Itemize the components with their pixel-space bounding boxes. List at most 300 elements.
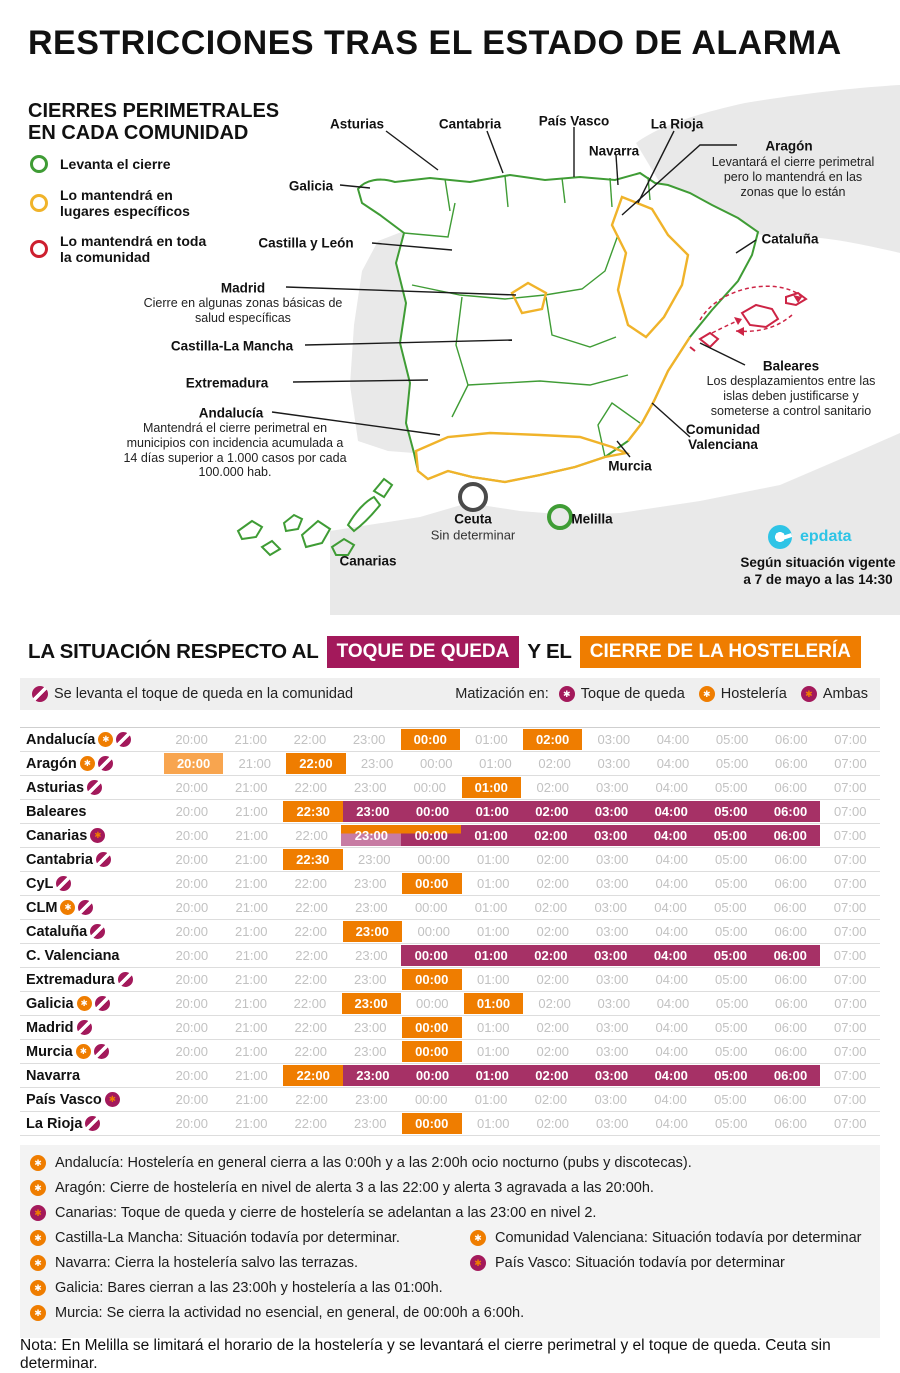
time-cell: 22:00: [294, 972, 328, 987]
map-label-asturias: Asturias: [329, 116, 385, 132]
region-name: Andalucía ✱: [20, 728, 162, 751]
table-row: [20, 920, 880, 944]
table-row: [20, 944, 880, 968]
time-cell: 23:00: [355, 948, 388, 963]
time-cell: 22:00: [294, 1116, 328, 1131]
table-row: [20, 1040, 880, 1064]
time-cell: 03:00: [595, 780, 629, 795]
toque-legend-label: Toque de queda: [580, 686, 685, 702]
heading-middle: Y EL: [527, 640, 572, 663]
ambas-legend-label: Ambas: [822, 686, 868, 702]
region-name: Navarra: [26, 1067, 81, 1084]
time-cell: 06:00: [773, 1092, 807, 1107]
map-label-ceuta: Ceuta: [454, 511, 492, 527]
time-cell: 22:00: [295, 900, 328, 915]
footnote-line: [30, 1305, 870, 1321]
table-row: [20, 968, 880, 992]
time-cell: 20:00: [175, 948, 209, 963]
time-cell: 03:00: [582, 800, 642, 823]
time-cell: 21:00: [235, 1068, 268, 1083]
region-name: Baleares: [26, 803, 87, 820]
time-cell: 05:00: [714, 1092, 747, 1107]
map-label-aragon: Aragón: [765, 138, 813, 154]
footnote-text: País Vasco: Situación todavía por determinar: [495, 1255, 785, 1271]
time-cell: 00:00: [403, 800, 463, 823]
hosteleria-icon: ✱: [98, 732, 113, 747]
table-row: [20, 1112, 880, 1136]
time-cell: 22:00: [295, 948, 328, 963]
hosteleria-icon: ✱: [80, 756, 95, 771]
time-cell: 20:00: [175, 1092, 209, 1107]
time-cell: 01:00: [462, 800, 522, 823]
hosteleria-icon: ✱: [30, 1305, 46, 1321]
region-name: CLM ✱: [20, 896, 162, 919]
time-cell: 03:00: [581, 824, 641, 847]
time-cell: 21:00: [234, 780, 268, 795]
footnote-text: Aragón: Cierre de hostelería en nivel de alerta 3 a las 22:00 y alerta 3 agravada a las 20:00h.: [55, 1180, 654, 1196]
map-label-murcia: Murcia: [608, 458, 652, 474]
time-cell: 01:00: [475, 732, 508, 747]
time-cell: 05:00: [701, 800, 761, 823]
time-cell: 04:00: [655, 924, 689, 939]
footnote-text: Canarias: Toque de queda y cierre de hostelería se adelantan a las 23:00 en nivel 2.: [55, 1205, 597, 1221]
time-cell: 06:00: [773, 900, 807, 915]
time-cell: 02:00: [536, 1116, 570, 1131]
time-cell: 21:00: [234, 1116, 268, 1131]
time-cell: 22:00: [284, 752, 347, 775]
time-cell: 04:00: [654, 900, 687, 915]
table-row: [20, 872, 880, 896]
time-cell: 02:00: [534, 1092, 568, 1107]
time-cell: 04:00: [655, 876, 689, 891]
time-cell: 21:00: [235, 828, 269, 843]
time-cell: 05:00: [714, 924, 748, 939]
time-cell: 00:00: [414, 900, 448, 915]
map-label-line: Valenciana: [688, 437, 758, 452]
time-cell: 00:00: [400, 968, 464, 991]
table-row: [20, 776, 880, 800]
map-label-clm: Castilla-La Mancha: [170, 338, 294, 354]
time-cell: 20:00: [175, 780, 209, 795]
time-cell: 00:00: [400, 1040, 464, 1063]
time-cell: 07:00: [833, 900, 867, 915]
time-cell: 05:00: [714, 1044, 748, 1059]
time-cell: 01:00: [462, 992, 525, 1015]
table-legend-right: [455, 686, 868, 702]
time-cell: 02:00: [536, 780, 570, 795]
time-cell: 02:00: [536, 1044, 570, 1059]
map-note-madrid: Cierre en algunas zonas básicas de salud específicas: [143, 296, 343, 325]
time-cell: 07:00: [833, 1116, 867, 1131]
time-cell: 22:00: [293, 732, 327, 747]
map-label-madrid: Madrid: [220, 280, 266, 296]
time-cell: 02:00: [522, 800, 582, 823]
time-cell: 22:00: [294, 924, 328, 939]
time-cell: 06:00: [775, 732, 808, 747]
region-name: País Vasco ✱: [20, 1088, 162, 1111]
time-cell: 02:00: [521, 728, 584, 751]
toque-de-queda-badge: TOQUE DE QUEDA: [327, 636, 520, 668]
time-cell: 05:00: [701, 1064, 761, 1087]
region-name: Cataluña: [20, 920, 162, 943]
time-cell: 21:00: [234, 1020, 268, 1035]
legend-label: Lo mantendrá en toda la comunidad: [60, 233, 207, 266]
time-cell: 02:00: [538, 756, 571, 771]
footnote-item: [30, 1255, 470, 1271]
time-cell: 03:00: [597, 996, 631, 1011]
time-cell: 04:00: [655, 972, 689, 987]
time-cell: 04:00: [641, 944, 701, 967]
table-row: [20, 848, 880, 872]
time-cell: 23:00: [340, 992, 403, 1015]
map-label-baleares: Baleares: [762, 358, 820, 374]
footnote-line: [30, 1230, 870, 1246]
time-cell: 23:00: [353, 1044, 387, 1059]
footnote-item: [30, 1155, 692, 1171]
page-title: RESTRICCIONES TRAS EL ESTADO DE ALARMA: [28, 24, 842, 62]
time-cell: 00:00: [403, 1064, 463, 1087]
time-cell: 22:00: [295, 828, 328, 843]
footnote-item: [30, 1305, 524, 1321]
hosteleria-icon: ✱: [30, 1155, 46, 1171]
time-cell: 23:00: [341, 920, 405, 943]
time-cell: 06:00: [774, 972, 808, 987]
time-cell: 02:00: [536, 876, 570, 891]
time-cell: 20:00: [175, 1020, 209, 1035]
time-cell: 02:00: [521, 944, 581, 967]
time-cell: 07:00: [833, 876, 867, 891]
table-row: [20, 896, 880, 920]
footnote-text: Andalucía: Hostelería en general cierra a las 0:00h y a las 2:00h ocio nocturno (pubs y discotecas).: [55, 1155, 692, 1171]
time-cell: 20:00: [175, 828, 209, 843]
region-name: Extremadura: [20, 968, 162, 991]
map-label-pais-vasco: País Vasco: [538, 113, 610, 129]
hosteleria-icon: ✱: [30, 1280, 46, 1296]
time-cell: 22:00: [294, 1044, 328, 1059]
time-cell: 07:00: [833, 804, 867, 819]
map-label-comunidad-valenciana: [686, 422, 760, 452]
time-cell: 01:00: [479, 756, 512, 771]
time-cell: 20:00: [175, 900, 209, 915]
time-cell: 23:00: [352, 732, 386, 747]
ban-icon: [85, 1116, 100, 1131]
time-cell: 20:00: [162, 752, 225, 775]
ban-legend-label: Se levanta el toque de queda en la comunidad: [54, 686, 354, 702]
region-name: Galicia ✱: [20, 992, 162, 1015]
time-cell: 23:00: [341, 824, 401, 847]
map-label-cataluna: Cataluña: [761, 231, 819, 247]
time-cell: 21:00: [235, 900, 269, 915]
time-cell: 02:00: [534, 900, 568, 915]
time-cell: 23:00: [353, 1020, 387, 1035]
time-cell: 21:00: [238, 756, 272, 771]
time-cell: 07:00: [833, 1044, 867, 1059]
ban-icon: [90, 924, 105, 939]
map-label-castilla-leon: Castilla y León: [258, 235, 354, 251]
time-cell: 06:00: [774, 876, 808, 891]
time-cell: 20:00: [175, 1116, 209, 1131]
time-cell: 05:00: [714, 1020, 748, 1035]
time-cell: 20:00: [175, 924, 209, 939]
time-cell: 20:00: [175, 1068, 209, 1083]
time-cell: 01:00: [476, 1044, 510, 1059]
hosteleria-icon: ✱: [30, 1255, 46, 1271]
footnote-text: Castilla-La Mancha: Situación todavía por determinar.: [55, 1230, 400, 1246]
time-cell: 07:00: [833, 828, 867, 843]
matizacion-label: Matización en:: [455, 686, 549, 702]
time-cell: 06:00: [761, 800, 821, 823]
footnote-line: [30, 1205, 870, 1221]
table-row: [20, 752, 880, 776]
ban-icon: [77, 1020, 92, 1035]
time-cell: 20:00: [175, 1044, 209, 1059]
time-cell: 23:00: [355, 1092, 388, 1107]
map-label-andalucia: Andalucía: [198, 405, 264, 421]
time-cell: 23:00: [353, 780, 387, 795]
time-cell: 00:00: [413, 780, 447, 795]
time-cell: 06:00: [774, 1116, 808, 1131]
table-row: [20, 824, 880, 848]
hosteleria-star-icon: ✱: [699, 686, 715, 702]
time-cell: 03:00: [595, 1020, 629, 1035]
time-cell: 05:00: [700, 944, 760, 967]
map-label-cantabria: Cantabria: [438, 116, 502, 132]
time-cell: 05:00: [715, 996, 749, 1011]
time-cell: 07:00: [833, 780, 867, 795]
time-cell: 06:00: [761, 1064, 821, 1087]
hosteleria-icon: ✱: [30, 1180, 46, 1196]
hosteleria-badge: CIERRE DE LA HOSTELERÍA: [580, 636, 861, 668]
hosteleria-legend-label: Hostelería: [720, 686, 787, 702]
time-cell: 03:00: [594, 900, 627, 915]
ambas-icon: ✱: [30, 1205, 46, 1221]
time-cell: 07:00: [833, 1092, 867, 1107]
table-legend-bar: [20, 678, 880, 710]
time-cell: 00:00: [414, 1092, 448, 1107]
time-cell: 04:00: [655, 1044, 689, 1059]
time-cell: 21:00: [234, 1044, 268, 1059]
time-cell: 05:00: [714, 972, 748, 987]
ban-icon: [32, 686, 48, 702]
map-label-galicia: Galicia: [288, 178, 334, 194]
legend-label: Levanta el cierre: [60, 155, 171, 172]
time-cell: 03:00: [581, 944, 641, 967]
time-cell: 01:00: [476, 972, 510, 987]
ban-icon: [95, 996, 110, 1011]
time-cell: 01:00: [476, 852, 510, 867]
time-cell: 22:00: [293, 996, 327, 1011]
map-label-melilla: Melilla: [571, 511, 613, 527]
time-cell: 22:30: [281, 848, 345, 871]
time-cell: 22:30: [281, 800, 343, 823]
ambas-icon: ✱: [90, 828, 105, 843]
hosteleria-icon: ✱: [60, 900, 75, 915]
region-name: Cantabria: [20, 848, 162, 871]
time-cell: 23:00: [353, 876, 387, 891]
time-cell: 23:00: [355, 900, 388, 915]
time-cell: 22:00: [295, 1092, 328, 1107]
footnote-item: [30, 1230, 470, 1246]
footnote-item: [30, 1205, 596, 1221]
ban-icon: [56, 876, 71, 891]
time-cell: 07:00: [833, 948, 867, 963]
table-row: [20, 728, 880, 752]
time-cell: 01:00: [474, 900, 508, 915]
map-heading-line1: CIERRES PERIMETRALES: [28, 100, 280, 122]
time-cell: 04:00: [655, 780, 689, 795]
time-cell: 23:00: [343, 1064, 403, 1087]
time-cell: 04:00: [656, 756, 690, 771]
time-cell: 03:00: [595, 1044, 629, 1059]
region-name: Canarias ✱: [20, 824, 162, 847]
time-cell: 07:00: [834, 996, 867, 1011]
time-cell: 21:00: [235, 1092, 269, 1107]
time-cell: 04:00: [656, 996, 690, 1011]
region-name: C. Valenciana: [26, 947, 120, 964]
time-cell: 00:00: [401, 824, 461, 847]
time-cell: 06:00: [760, 824, 820, 847]
map-note-baleares: Los desplazamientos entre las islas deben justificarse y someterse a control sanitario: [706, 374, 876, 418]
map-label-navarra: Navarra: [588, 143, 640, 159]
time-cell: 02:00: [522, 1064, 582, 1087]
time-cell: 00:00: [399, 728, 462, 751]
table-row: [20, 800, 880, 824]
time-cell: 03:00: [582, 1064, 642, 1087]
region-name: Madrid: [20, 1016, 162, 1039]
time-cell: 06:00: [774, 1044, 808, 1059]
table-legend-left: [32, 686, 353, 702]
time-cell: 04:00: [641, 1064, 701, 1087]
time-cell: 21:00: [234, 876, 268, 891]
ban-icon: [96, 852, 111, 867]
ban-icon: [118, 972, 133, 987]
map-note-aragon: Levantará el cierre perimetral pero lo mantendrá en las zonas que lo están: [711, 155, 875, 199]
region-name: Asturias: [20, 776, 162, 799]
time-cell: 22:00: [294, 1020, 328, 1035]
time-cell: 20:00: [175, 876, 209, 891]
time-cell: 01:00: [476, 924, 510, 939]
time-cell: 07:00: [833, 1020, 867, 1035]
time-cell: 05:00: [714, 1116, 748, 1131]
time-cell: 01:00: [461, 944, 521, 967]
toque-star-icon: ✱: [559, 686, 575, 702]
map-label-line: Comunidad: [685, 422, 761, 437]
table-row: [20, 1016, 880, 1040]
time-cell: 00:00: [400, 1112, 464, 1135]
time-cell: 07:00: [834, 732, 867, 747]
time-cell: 00:00: [401, 944, 461, 967]
time-cell: 03:00: [597, 756, 631, 771]
map-heading-line2: EN CADA COMUNIDAD: [28, 122, 249, 144]
time-cell: 05:00: [714, 876, 748, 891]
ban-icon: [98, 756, 113, 771]
ambas-icon: ✱: [470, 1255, 486, 1271]
time-cell: 05:00: [714, 900, 747, 915]
time-cell: 20:00: [175, 804, 209, 819]
time-cell: 06:00: [774, 852, 808, 867]
time-cell: 23:00: [343, 800, 403, 823]
ambas-star-icon: ✱: [801, 686, 817, 702]
hosteleria-icon: ✱: [77, 996, 92, 1011]
time-cell: 03:00: [595, 876, 629, 891]
time-cell: 06:00: [775, 756, 808, 771]
time-cell: 04:00: [655, 852, 689, 867]
time-cell: 00:00: [400, 1016, 464, 1039]
hosteleria-icon: ✱: [470, 1230, 486, 1246]
time-cell: 23:00: [357, 852, 391, 867]
map-label-canarias: Canarias: [339, 553, 397, 569]
time-cell: 05:00: [715, 756, 749, 771]
curfew-timetable: [20, 727, 880, 1136]
time-cell: 21:00: [234, 972, 268, 987]
melilla-circle: [549, 506, 571, 528]
footnote-text: Navarra: Cierra la hostelería salvo las terrazas.: [55, 1255, 359, 1271]
footnote-text: Galicia: Bares cierran a las 23:00h y hostelería a las 01:00h.: [55, 1280, 443, 1296]
hosteleria-icon: ✱: [30, 1230, 46, 1246]
time-cell: 21:00: [234, 852, 268, 867]
time-cell: 03:00: [595, 924, 629, 939]
bottom-note: Nota: En Melilla se limitará el horario de la hostelería y se levantará el cierre perimetral y el toque de queda. Ceuta sin determinar.: [20, 1337, 831, 1372]
ban-icon: [116, 732, 131, 747]
epdata-logo-icon: [768, 525, 792, 549]
ambas-icon: ✱: [105, 1092, 120, 1107]
time-cell: 07:00: [833, 852, 867, 867]
time-cell: 05:00: [714, 852, 748, 867]
time-cell: 21:00: [235, 948, 269, 963]
time-cell: 00:00: [420, 756, 453, 771]
time-cell: 07:00: [833, 924, 867, 939]
time-cell: 00:00: [417, 924, 451, 939]
time-cell: 20:00: [175, 852, 209, 867]
epdata-wordmark: epdata: [800, 528, 852, 545]
table-row: [20, 1064, 880, 1088]
hosteleria-icon: ✱: [76, 1044, 91, 1059]
time-cell: 00:00: [416, 996, 449, 1011]
time-cell: 20:00: [175, 732, 208, 747]
time-cell: 03:00: [595, 852, 629, 867]
heading-prefix: LA SITUACIÓN RESPECTO AL: [28, 640, 319, 663]
footnote-line: [30, 1180, 870, 1196]
time-cell: 06:00: [774, 1020, 808, 1035]
time-cell: 02:00: [521, 824, 581, 847]
map-label-la-rioja: La Rioja: [650, 116, 704, 132]
footnote-item: [470, 1255, 785, 1271]
time-cell: 04:00: [654, 1092, 687, 1107]
time-cell: 02:00: [536, 924, 570, 939]
footnote-line: [30, 1155, 870, 1171]
time-cell: 03:00: [595, 1116, 629, 1131]
time-cell: 02:00: [536, 972, 570, 987]
time-cell: 01:00: [476, 1020, 510, 1035]
ban-icon: [78, 900, 93, 915]
time-cell: 06:00: [774, 780, 808, 795]
time-cell: 01:00: [476, 1116, 510, 1131]
footnote-item: [30, 1280, 443, 1296]
section2-heading: [28, 636, 888, 668]
time-cell: 21:00: [235, 804, 268, 819]
map-note-andalucia: Mantendrá el cierre perimetral en municipios con incidencia acumulada a 14 días superior a 1.000 casos por cada 100.000 hab.: [123, 421, 347, 480]
time-cell: 04:00: [641, 800, 701, 823]
time-cell: 07:00: [833, 972, 867, 987]
time-cell: 02:00: [536, 1020, 570, 1035]
time-cell: 20:00: [175, 972, 209, 987]
ceuta-circle: [460, 484, 486, 510]
time-cell: 23:00: [353, 972, 387, 987]
time-cell: 05:00: [715, 732, 749, 747]
time-cell: 06:00: [760, 944, 820, 967]
time-cell: 01:00: [462, 1064, 522, 1087]
time-cell: 03:00: [597, 732, 631, 747]
